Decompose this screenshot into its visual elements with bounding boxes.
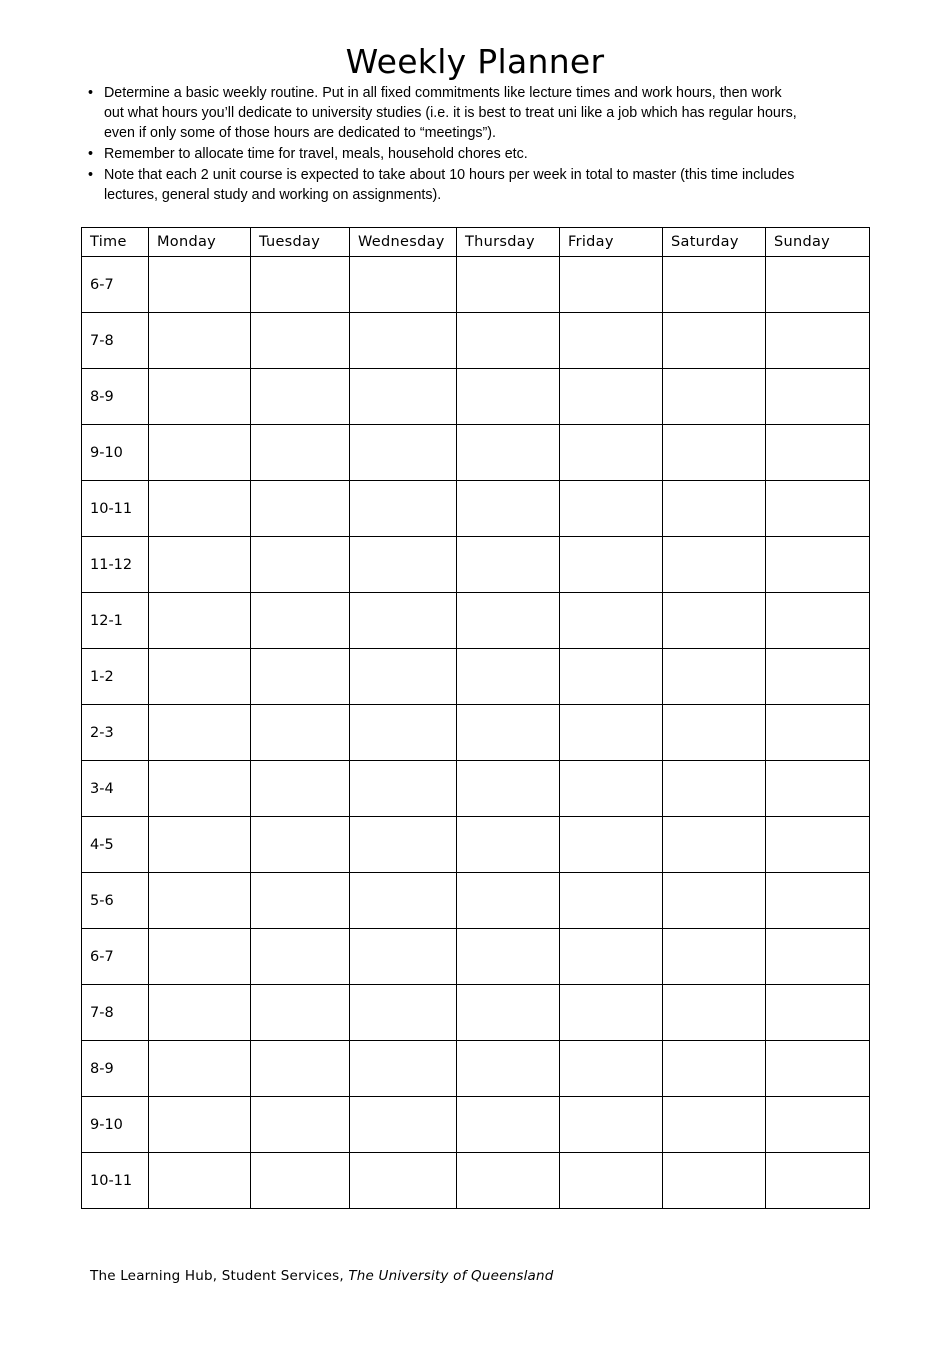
- planner-cell[interactable]: [663, 985, 766, 1041]
- planner-cell[interactable]: [350, 649, 457, 705]
- planner-cell[interactable]: [560, 537, 663, 593]
- table-row: [82, 761, 870, 817]
- planner-cell[interactable]: [766, 537, 870, 593]
- time-slot-label: 9-10: [82, 1097, 149, 1153]
- planner-cell[interactable]: [149, 593, 251, 649]
- planner-cell[interactable]: [457, 873, 560, 929]
- footer-institution: The University of Queensland: [348, 1268, 554, 1284]
- instructions-list: [88, 83, 802, 206]
- table-row: [82, 313, 870, 369]
- planner-cell[interactable]: [766, 425, 870, 481]
- table-row: [82, 425, 870, 481]
- instruction-item: • Determine a basic weekly routine. Put in all fixed commitments like lecture times and work hours, then work out what hours you’ll dedicate to university studies (i.e. it is best to treat uni like a job which has regular hours, even if only some of those hours are dedicated to “meetings”).: [88, 83, 802, 143]
- planner-cell[interactable]: [663, 257, 766, 313]
- planner-cell[interactable]: [251, 873, 350, 929]
- planner-cell[interactable]: [766, 649, 870, 705]
- time-slot-label: 2-3: [82, 705, 149, 761]
- time-slot-label: 4-5: [82, 817, 149, 873]
- planner-cell[interactable]: [149, 313, 251, 369]
- planner-cell[interactable]: [350, 761, 457, 817]
- planner-cell[interactable]: [251, 817, 350, 873]
- table-row: [82, 929, 870, 985]
- planner-cell[interactable]: [350, 1041, 457, 1097]
- planner-cell[interactable]: [149, 705, 251, 761]
- planner-cell[interactable]: [251, 593, 350, 649]
- planner-cell[interactable]: [560, 257, 663, 313]
- planner-cell[interactable]: [560, 481, 663, 537]
- planner-cell[interactable]: [350, 985, 457, 1041]
- planner-cell[interactable]: [766, 593, 870, 649]
- planner-cell[interactable]: [149, 369, 251, 425]
- planner-cell[interactable]: [766, 313, 870, 369]
- time-slot-label: 8-9: [82, 1041, 149, 1097]
- table-row: [82, 593, 870, 649]
- planner-cell[interactable]: [149, 1153, 251, 1209]
- planner-cell[interactable]: [251, 481, 350, 537]
- planner-cell[interactable]: [149, 481, 251, 537]
- planner-cell[interactable]: [663, 817, 766, 873]
- planner-cell[interactable]: [350, 593, 457, 649]
- planner-cell[interactable]: [766, 761, 870, 817]
- planner-cell[interactable]: [251, 705, 350, 761]
- planner-cell[interactable]: [560, 593, 663, 649]
- planner-cell[interactable]: [766, 705, 870, 761]
- planner-cell[interactable]: [350, 817, 457, 873]
- header-sunday: Sunday: [766, 228, 870, 257]
- planner-cell[interactable]: [251, 985, 350, 1041]
- planner-cell[interactable]: [457, 761, 560, 817]
- table-row: [82, 481, 870, 537]
- planner-cell[interactable]: [350, 929, 457, 985]
- planner-cell[interactable]: [149, 257, 251, 313]
- table-row: [82, 537, 870, 593]
- planner-cell[interactable]: [663, 873, 766, 929]
- planner-cell[interactable]: [251, 649, 350, 705]
- planner-cell[interactable]: [251, 257, 350, 313]
- planner-cell[interactable]: [663, 1041, 766, 1097]
- table-row: [82, 257, 870, 313]
- planner-cell[interactable]: [766, 817, 870, 873]
- planner-cell[interactable]: [766, 873, 870, 929]
- planner-cell[interactable]: [149, 1097, 251, 1153]
- planner-cell[interactable]: [560, 1153, 663, 1209]
- planner-cell[interactable]: [457, 985, 560, 1041]
- planner-cell[interactable]: [251, 537, 350, 593]
- planner-cell[interactable]: [663, 649, 766, 705]
- table-row: [82, 1153, 870, 1209]
- header-friday: Friday: [560, 228, 663, 257]
- planner-cell[interactable]: [251, 1041, 350, 1097]
- planner-cell[interactable]: [457, 929, 560, 985]
- planner-cell[interactable]: [350, 481, 457, 537]
- weekly-planner-table: [81, 227, 870, 1209]
- header-thursday: Thursday: [457, 228, 560, 257]
- planner-cell[interactable]: [663, 313, 766, 369]
- planner-cell[interactable]: [560, 929, 663, 985]
- planner-cell[interactable]: [560, 313, 663, 369]
- time-slot-label: 3-4: [82, 761, 149, 817]
- planner-cell[interactable]: [149, 425, 251, 481]
- time-slot-label: 6-7: [82, 257, 149, 313]
- planner-cell[interactable]: [560, 985, 663, 1041]
- planner-cell[interactable]: [766, 257, 870, 313]
- table-row: [82, 1041, 870, 1097]
- planner-cell[interactable]: [457, 705, 560, 761]
- planner-cell[interactable]: [663, 593, 766, 649]
- planner-cell[interactable]: [457, 425, 560, 481]
- planner-cell[interactable]: [457, 257, 560, 313]
- header-saturday: Saturday: [663, 228, 766, 257]
- planner-cell[interactable]: [251, 1097, 350, 1153]
- planner-cell[interactable]: [251, 929, 350, 985]
- planner-cell[interactable]: [457, 817, 560, 873]
- planner-cell[interactable]: [149, 1041, 251, 1097]
- table-row: [82, 873, 870, 929]
- planner-cell[interactable]: [149, 537, 251, 593]
- planner-cell[interactable]: [251, 313, 350, 369]
- planner-cell[interactable]: [350, 257, 457, 313]
- planner-cell[interactable]: [457, 313, 560, 369]
- time-slot-label: 8-9: [82, 369, 149, 425]
- planner-cell[interactable]: [251, 369, 350, 425]
- header-monday: Monday: [149, 228, 251, 257]
- time-slot-label: 1-2: [82, 649, 149, 705]
- planner-cell[interactable]: [766, 1041, 870, 1097]
- instruction-item: • Remember to allocate time for travel, meals, household chores etc.: [88, 144, 802, 164]
- planner-cell[interactable]: [149, 649, 251, 705]
- time-slot-label: 6-7: [82, 929, 149, 985]
- planner-cell[interactable]: [663, 705, 766, 761]
- planner-cell[interactable]: [149, 817, 251, 873]
- planner-cell[interactable]: [766, 481, 870, 537]
- header-tuesday: Tuesday: [251, 228, 350, 257]
- planner-cell[interactable]: [560, 873, 663, 929]
- header-row: [82, 228, 870, 257]
- planner-cell[interactable]: [663, 537, 766, 593]
- planner-cell[interactable]: [149, 873, 251, 929]
- instruction-item: • Note that each 2 unit course is expected to take about 10 hours per week in total to master (this time includes lectures, general study and working on assignments).: [88, 165, 802, 205]
- planner-cell[interactable]: [457, 1097, 560, 1153]
- page-title: Weekly Planner: [345, 42, 605, 81]
- table-row: [82, 1097, 870, 1153]
- planner-cell[interactable]: [663, 425, 766, 481]
- planner-cell[interactable]: [663, 761, 766, 817]
- planner-cell[interactable]: [457, 537, 560, 593]
- time-slot-label: 7-8: [82, 985, 149, 1041]
- time-slot-label: 7-8: [82, 313, 149, 369]
- planner-cell[interactable]: [457, 1041, 560, 1097]
- time-slot-label: 5-6: [82, 873, 149, 929]
- planner-cell[interactable]: [560, 1041, 663, 1097]
- planner-cell[interactable]: [251, 425, 350, 481]
- planner-cell[interactable]: [663, 369, 766, 425]
- planner-cell[interactable]: [560, 761, 663, 817]
- planner-cell[interactable]: [663, 929, 766, 985]
- footer: [90, 1268, 554, 1284]
- planner-cell[interactable]: [560, 705, 663, 761]
- planner-cell[interactable]: [663, 1153, 766, 1209]
- table-row: [82, 817, 870, 873]
- planner-cell[interactable]: [251, 1153, 350, 1209]
- header-time: Time: [82, 228, 149, 257]
- header-wednesday: Wednesday: [350, 228, 457, 257]
- planner-cell[interactable]: [457, 649, 560, 705]
- planner-cell[interactable]: [149, 929, 251, 985]
- planner-cell[interactable]: [766, 929, 870, 985]
- planner-cell[interactable]: [457, 1153, 560, 1209]
- planner-cell[interactable]: [149, 985, 251, 1041]
- planner-cell[interactable]: [149, 761, 251, 817]
- time-slot-label: 12-1: [82, 593, 149, 649]
- planner-cell[interactable]: [350, 369, 457, 425]
- planner-cell[interactable]: [560, 1097, 663, 1153]
- planner-cell[interactable]: [766, 1153, 870, 1209]
- planner-cell[interactable]: [766, 1097, 870, 1153]
- planner-cell[interactable]: [350, 1153, 457, 1209]
- time-slot-label: 10-11: [82, 1153, 149, 1209]
- planner-cell[interactable]: [457, 593, 560, 649]
- planner-cell[interactable]: [560, 425, 663, 481]
- planner-cell[interactable]: [350, 313, 457, 369]
- table-row: [82, 985, 870, 1041]
- planner-cell[interactable]: [350, 425, 457, 481]
- time-slot-label: 11-12: [82, 537, 149, 593]
- planner-cell[interactable]: [663, 1097, 766, 1153]
- planner-cell[interactable]: [350, 537, 457, 593]
- time-slot-label: 10-11: [82, 481, 149, 537]
- planner-cell[interactable]: [457, 481, 560, 537]
- time-slot-label: 9-10: [82, 425, 149, 481]
- planner-cell[interactable]: [766, 985, 870, 1041]
- table-row: [82, 369, 870, 425]
- planner-cell[interactable]: [560, 649, 663, 705]
- planner-cell[interactable]: [560, 817, 663, 873]
- planner-cell[interactable]: [350, 1097, 457, 1153]
- planner-cell[interactable]: [560, 369, 663, 425]
- footer-prefix: The Learning Hub, Student Services,: [90, 1268, 349, 1284]
- planner-cell[interactable]: [663, 481, 766, 537]
- planner-cell[interactable]: [766, 369, 870, 425]
- table-row: [82, 649, 870, 705]
- planner-cell[interactable]: [350, 873, 457, 929]
- planner-cell[interactable]: [350, 705, 457, 761]
- table-row: [82, 705, 870, 761]
- planner-cell[interactable]: [251, 761, 350, 817]
- planner-cell[interactable]: [457, 369, 560, 425]
- planner-body: [82, 257, 870, 1209]
